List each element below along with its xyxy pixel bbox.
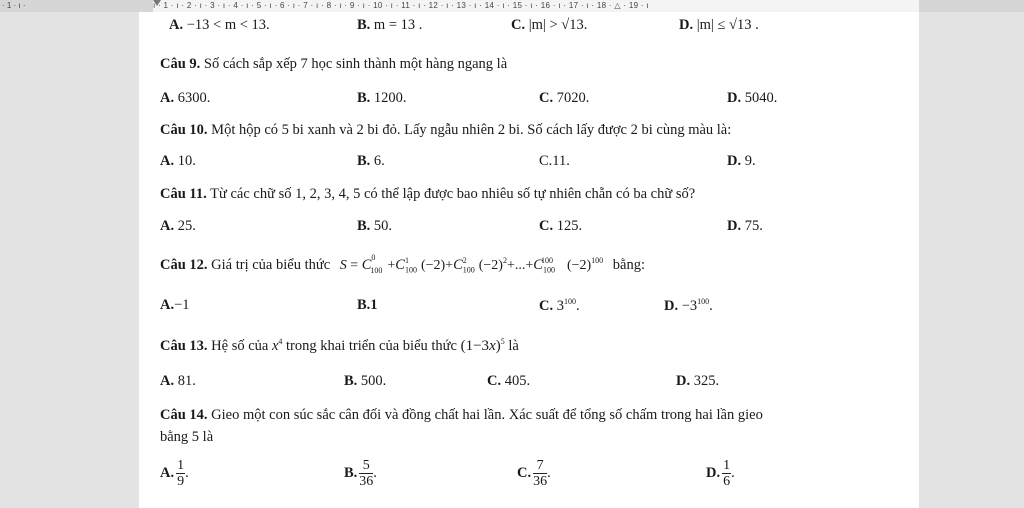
question-9: Câu 9. Số cách sắp xếp 7 học sinh thành một hàng ngang là bbox=[160, 56, 508, 72]
prev-option-c: C. |m| > √13. bbox=[511, 17, 588, 33]
document-page bbox=[139, 12, 919, 508]
q11-option-c: C. 125. bbox=[539, 218, 583, 234]
q13-option-c: C. 405. bbox=[487, 373, 531, 389]
q14-option-d: D. $\frac{1}{6}$ . bbox=[706, 458, 735, 489]
ruler bbox=[0, 0, 1024, 12]
prev-option-d: D. |m| ≤ √13 . bbox=[679, 17, 759, 33]
q12-option-a: A.−1 bbox=[160, 297, 190, 313]
q10-option-a: A. 10. bbox=[160, 153, 196, 169]
q10-option-b: B. 6. bbox=[357, 153, 385, 169]
q13-option-d: D. 325. bbox=[676, 373, 720, 389]
q12-option-b: B.1 bbox=[357, 297, 378, 313]
q14-option-b: B. $\frac{5}{36}$ . bbox=[344, 458, 377, 489]
q12-expression: S bbox=[339, 257, 347, 273]
prev-option-b: B. m = 13 . bbox=[357, 17, 423, 33]
indent-marker-icon[interactable] bbox=[153, 0, 161, 6]
question-11: Câu 11. Từ các chữ số 1, 2, 3, 4, 5 có thể lập được bao nhiêu số tự nhiên chẵn có ba chữ số? bbox=[160, 186, 696, 202]
ruler-marks: ı · 1 · ı · 2 · ı · 3 · ı · 4 · ı · 5 · ı · 6 · ı · 7 · ı · 8 · ı · 9 · ı · 10 · ı · 11 · ı · 12 · ı · 13 · ı · 14 · ı · 15 · ı · 16 · ı · 17 · ı · 18 · △ · 19 · ı bbox=[153, 1, 649, 10]
question-14: Câu 14. Gieo một con súc sắc cân đối và đồng chất hai lần. Xác suất để tổng số chấm trong hai lần gieo bbox=[160, 407, 763, 423]
q9-option-c: C. 7020. bbox=[539, 90, 590, 106]
q9-option-a: A. 6300. bbox=[160, 90, 211, 106]
q11-option-a: A. 25. bbox=[160, 218, 196, 234]
prev-option-a: A. −13 < m < 13. bbox=[169, 17, 270, 33]
q10-option-c: C.11. bbox=[539, 153, 570, 169]
ruler-area[interactable] bbox=[153, 0, 919, 12]
q14-option-a: A. $\frac{1}{9}$ . bbox=[160, 458, 189, 489]
q12-option-c: C. $3^{100}$. bbox=[539, 297, 580, 314]
q9-option-d: D. 5040. bbox=[727, 90, 778, 106]
q12-option-d: D. $-3^{100}$. bbox=[664, 297, 713, 314]
question-10: Câu 10. Một hộp có 5 bi xanh và 2 bi đỏ. Lấy ngẫu nhiên 2 bi. Số cách lấy được 2 bi cùng màu là: bbox=[160, 122, 732, 138]
q9-option-b: B. 1200. bbox=[357, 90, 407, 106]
question-13: Câu 13. Hệ số của $x^4$ trong khai triển của biểu thức $(1-3x)^5$ là bbox=[160, 337, 519, 354]
q10-option-d: D. 9. bbox=[727, 153, 756, 169]
q13-option-a: A. 81. bbox=[160, 373, 196, 389]
question-12: Câu 12. Giá trị của biểu thức $S = C_{100}^0+C_{100}^1$ $(-2)+C_{100}^2$ $(-2)^2+...+C_{100}^{100}$ $(-2)^{100}$ bằng: bbox=[160, 253, 646, 275]
ruler-left-marks: · 1 · ı · bbox=[2, 1, 26, 10]
q11-option-d: D. 75. bbox=[727, 218, 763, 234]
q13-option-b: B. 500. bbox=[344, 373, 387, 389]
q11-option-b: B. 50. bbox=[357, 218, 393, 234]
question-14-line-2: bằng 5 là bbox=[160, 429, 214, 445]
q14-option-c: C. $\frac{7}{36}$ . bbox=[517, 458, 551, 489]
